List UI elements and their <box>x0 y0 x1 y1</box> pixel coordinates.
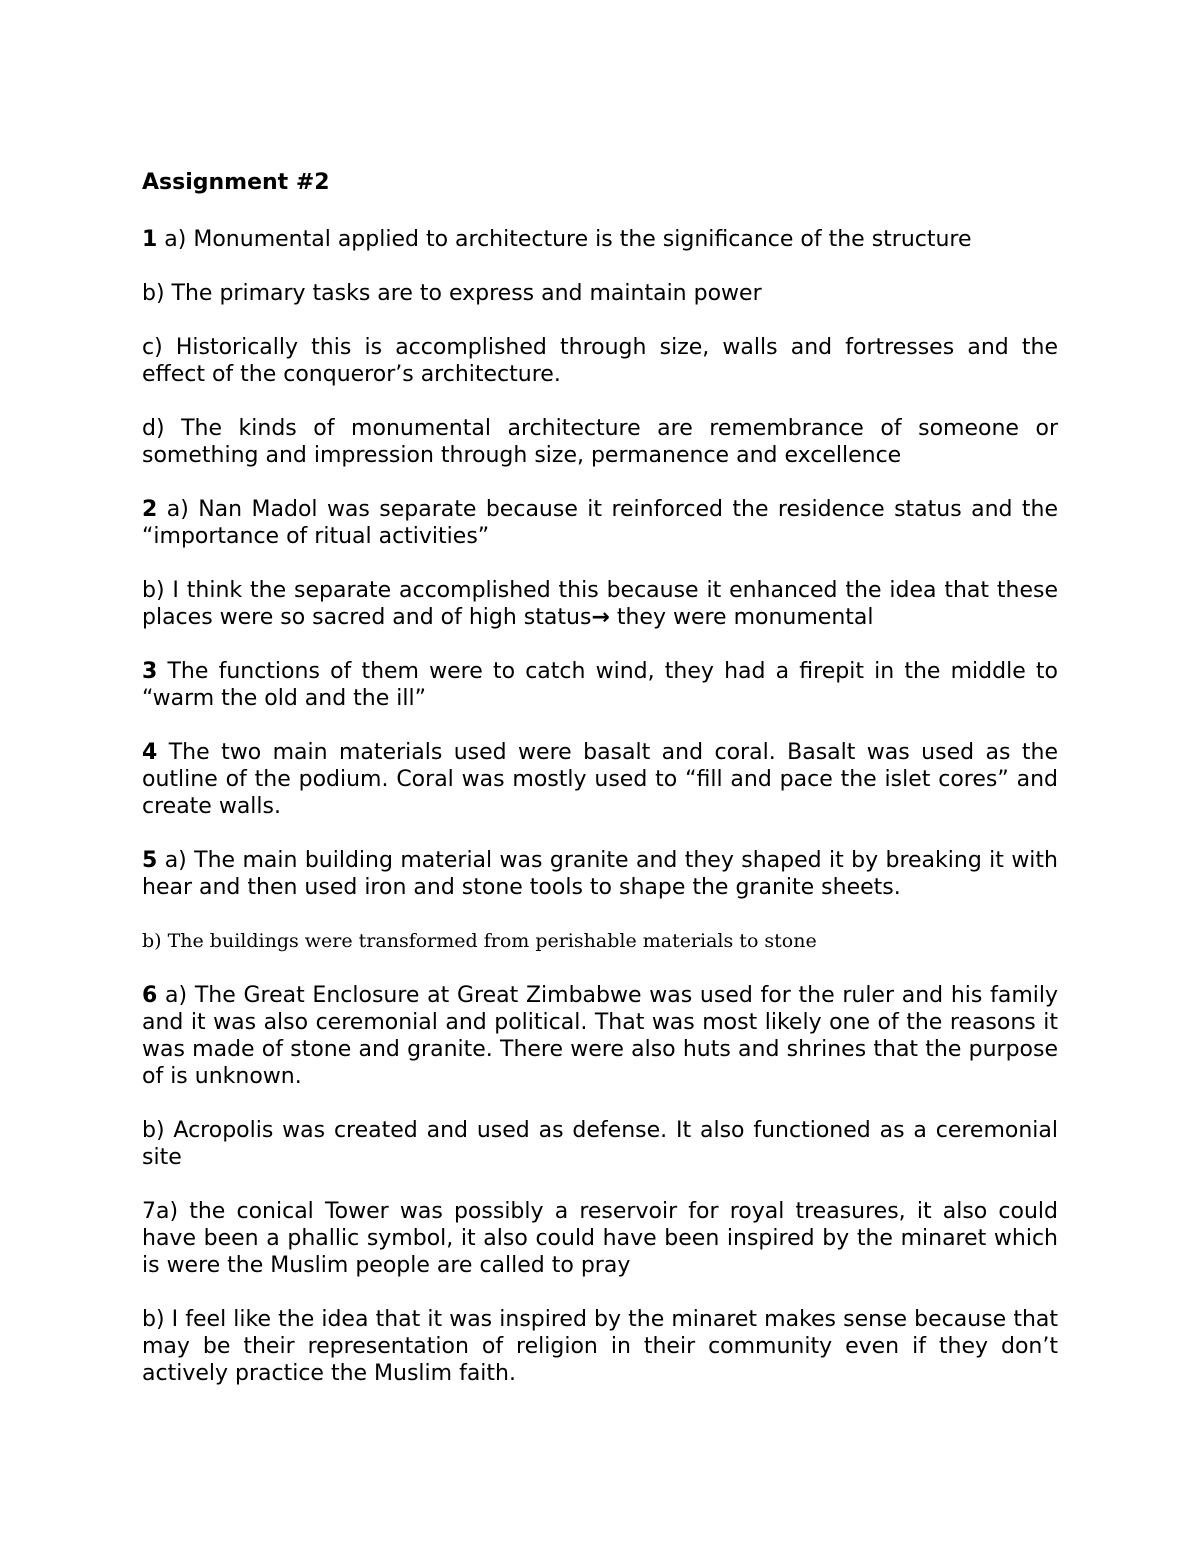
question-number-6: 6 <box>142 983 158 1008</box>
answer-1a <box>142 226 1058 253</box>
question-number-2: 2 <box>142 497 158 522</box>
question-number-3: 3 <box>142 659 158 684</box>
document-page <box>142 166 1058 1414</box>
answer-3-text: The functions of them were to catch wind, they had a firepit in the middle to “warm the old and the ill” <box>142 659 1058 711</box>
answer-5b: b) The buildings were transformed from perishable materials to stone <box>142 930 817 952</box>
question-number-1: 1 <box>142 227 158 252</box>
answer-1d: d) The kinds of monumental architecture are remembrance of someone or something and impression through size, permanence and excellence <box>142 416 1058 468</box>
answer-5a <box>142 847 1058 901</box>
answer-2b-text: b) I think the separate accomplished this because it enhanced the idea that these places were so sacred and of high status <box>142 578 1058 630</box>
document-title: Assignment #2 <box>142 170 330 195</box>
question-number-5: 5 <box>142 848 158 873</box>
answer-2a-text: a) Nan Madol was separate because it reinforced the residence status and the “importance of ritual activities” <box>142 497 1058 549</box>
answer-6a <box>142 982 1058 1090</box>
answer-1b: b) The primary tasks are to express and maintain power <box>142 281 762 306</box>
answer-5a-text: a) The main building material was granite and they shaped it by breaking it with hear and then used iron and stone tools to shape the granite sheets. <box>142 848 1058 900</box>
answer-7a: 7a) the conical Tower was possibly a reservoir for royal treasures, it also could have been a phallic symbol, it also could have been inspired by the minaret which is were the Muslim people are called to pray <box>142 1199 1058 1278</box>
answer-7b: b) I feel like the idea that it was inspired by the minaret makes sense because that may be their representation of religion in their community even if they don’t actively practice the Muslim faith. <box>142 1307 1058 1386</box>
answer-6b: b) Acropolis was created and used as defense. It also functioned as a ceremonial site <box>142 1118 1058 1170</box>
answer-1c: c) Historically this is accomplished through size, walls and fortresses and the effect of the conqueror’s architecture. <box>142 335 1058 387</box>
answer-4-text: The two main materials used were basalt and coral. Basalt was used as the outline of the podium. Coral was mostly used to “fill and pace the islet cores” and create walls. <box>142 740 1058 819</box>
answer-4 <box>142 739 1058 820</box>
answer-2b <box>142 577 1058 631</box>
right-arrow-icon: → <box>591 605 610 630</box>
answer-2b-text-end: they were monumental <box>609 605 874 630</box>
answer-3 <box>142 658 1058 712</box>
answer-2a <box>142 496 1058 550</box>
answer-1a-text: a) Monumental applied to architecture is the significance of the structure <box>157 227 972 252</box>
answer-6a-text: a) The Great Enclosure at Great Zimbabwe was used for the ruler and his family and it was also ceremonial and political. That was most likely one of the reasons it was made of stone and granite. There were also huts and shrines that the purpose of is unknown. <box>142 983 1058 1089</box>
question-number-4: 4 <box>142 740 158 765</box>
